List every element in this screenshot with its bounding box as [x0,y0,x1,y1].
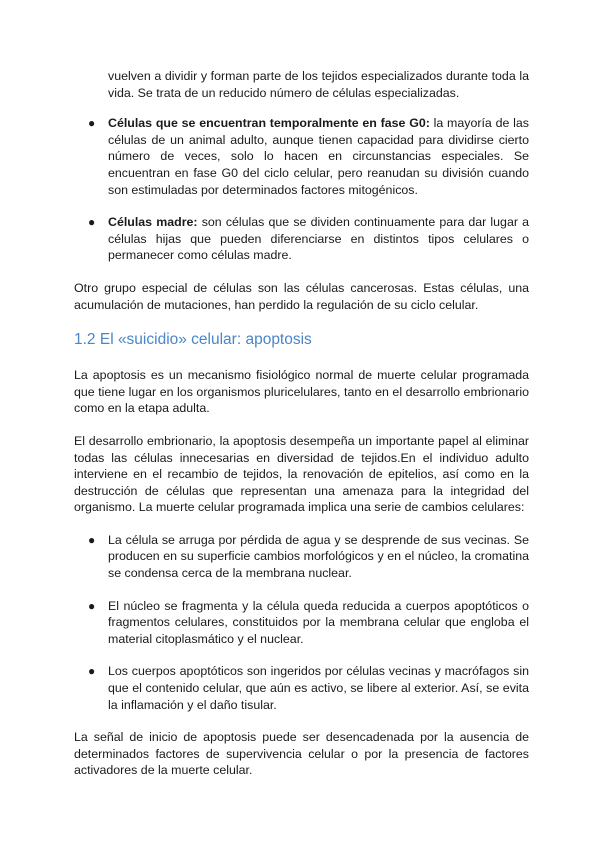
item-term: Células que se encuentran temporalmente en fase G0: [108,116,430,131]
document-page [74,68,529,779]
apoptosis-changes-list [74,532,529,713]
paragraph-cancer: Otro grupo especial de células son las células cancerosas. Estas células, una acumulación de mutaciones, han perdido la regulación de su ciclo celular. [74,280,529,312]
bullet-icon: ● [88,532,96,547]
intro-continuation: vuelven a dividir y forman parte de los tejidos especializados durante toda la vida. Se trata de un reducido número de células especializadas. [108,69,529,100]
item-term: Células madre: [108,215,198,230]
list-item [74,532,529,582]
list-item [74,115,529,198]
item-text: son células que se dividen continuamente para dar lugar a células hijas que pueden diferenciarse en distintos tipos celulares o permanecer como células madre. [108,215,529,263]
item-text: La célula se arruga por pérdida de agua y se desprende de sus vecinas. Se producen en su superficie cambios morfológicos y en el núcleo, la cromatina se condensa cerca de la membrana nuclear. [108,532,529,581]
bullet-icon: ● [88,215,96,230]
bullet-icon: ● [88,116,96,131]
section-heading: 1.2 El «suicidio» celular: apoptosis [74,331,312,349]
list-item [74,214,529,264]
cell-types-list [74,115,529,264]
bullet-icon: ● [88,598,96,613]
bullet-icon: ● [88,664,96,679]
item-text: la mayoría de las células de un animal adulto, aunque tienen capacidad para dividirse cierto número de veces, solo lo hacen en circunstancias especiales. Se encuentran en fase G0 del ciclo celular, pero reanudan su división cuando son estimuladas por determinados factores mitogénicos. [108,116,529,197]
list-item [74,663,529,713]
paragraph-apoptosis-definition: La apoptosis es un mecanismo fisiológico normal de muerte celular programada que tiene lugar en los organismos pluricelulares, tanto en el desarrollo embrionario como en la etapa adulta. [74,368,529,416]
paragraph-development: El desarrollo embrionario, la apoptosis desempeña un importante papel al eliminar todas las células innecesarias en diversidad de tejidos.En el individuo adulto interviene en el recambio de tejidos, la renovación de epitelios, así como en la destrucción de células que representan una amenaza para la integridad del organismo. La muerte celular programada implica una serie de cambios celulares: [74,433,529,515]
list-item [74,598,529,648]
item-text: Los cuerpos apoptóticos son ingeridos por células vecinas y macrófagos sin que el contenido celular, que aún es activo, se libere al exterior. Así, se evita la inflamación y el daño tisular. [108,664,529,712]
item-text: El núcleo se fragmenta y la célula queda reducida a cuerpos apoptóticos o fragmentos celulares, constituidos por la membrana celular que engloba el material citoplasmático y el nuclear. [108,598,529,646]
paragraph-signal: La señal de inicio de apoptosis puede ser desencadenada por la ausencia de determinados factores de supervivencia celular o por la presencia de factores activadores de la muerte celular. [74,730,529,778]
